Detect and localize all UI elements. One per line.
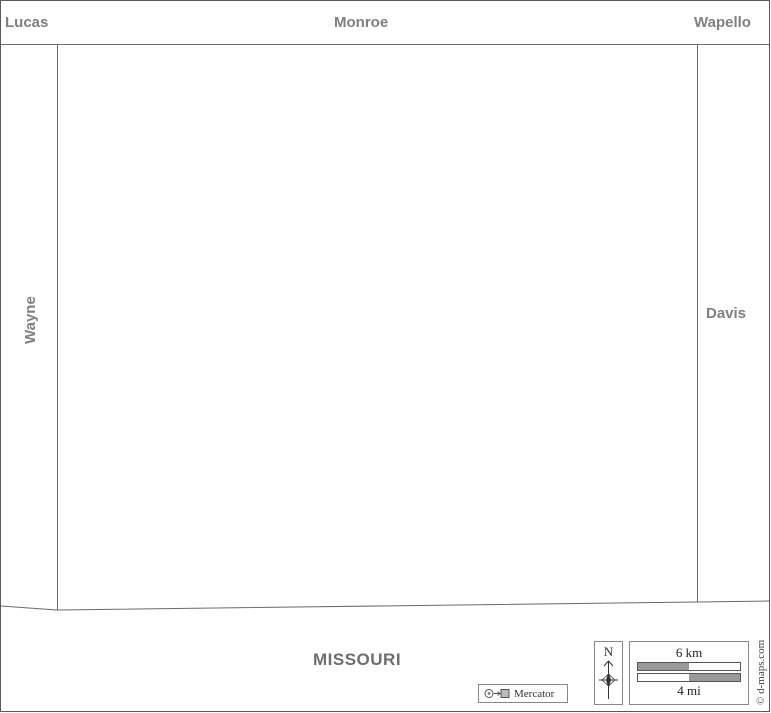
scale-bar-mi-graphic (637, 673, 741, 682)
projection-glyph-icon (484, 688, 510, 699)
state-label-missouri: MISSOURI (313, 650, 402, 669)
county-boundary-west (57, 44, 58, 610)
state-boundary-south (0, 580, 771, 630)
scale-bar (629, 641, 749, 705)
neighbor-label-lucas: Lucas (5, 14, 49, 31)
scale-label-km: 6 km (675, 645, 703, 660)
neighbor-label-wayne: Wayne (22, 296, 39, 344)
globe-to-map-icon (484, 688, 510, 699)
projection-indicator (478, 684, 568, 703)
county-boundary-north (1, 44, 769, 45)
compass-rose (594, 641, 623, 705)
map-credit: © d-maps.com (755, 639, 767, 705)
neighbor-label-wapello: Wapello (694, 14, 751, 31)
projection-label: Mercator (514, 687, 555, 700)
scale-bar-km-graphic (637, 662, 741, 671)
scale-label-mi: 4 mi (677, 683, 701, 699)
neighbor-label-davis: Davis (706, 305, 747, 322)
county-boundary-east (697, 44, 698, 602)
compass-north-label: N (603, 644, 614, 659)
compass-needle-icon (595, 658, 622, 702)
neighbor-label-monroe: Monroe (334, 14, 389, 31)
